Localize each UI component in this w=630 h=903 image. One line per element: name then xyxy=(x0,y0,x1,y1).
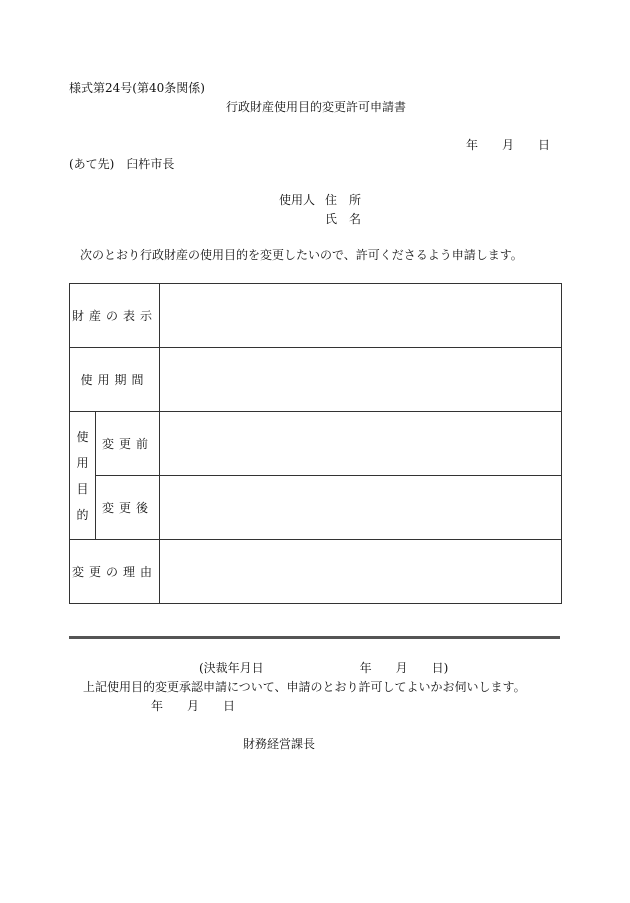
period-value-cell[interactable] xyxy=(160,348,562,412)
table-row-after xyxy=(70,476,562,540)
document-title: 行政財産使用目的変更許可申請書 xyxy=(226,100,407,114)
addressee: (あて先) 臼杵市長 xyxy=(69,157,175,171)
property-value-cell[interactable] xyxy=(160,284,562,348)
reason-label: 変更の理由 xyxy=(72,565,158,579)
purpose-label-cell xyxy=(70,412,96,540)
applicant-name-label: 氏 名 xyxy=(325,212,362,226)
section-divider xyxy=(69,636,560,639)
before-value-cell[interactable] xyxy=(160,412,562,476)
table-row-before xyxy=(70,412,562,476)
applicant-user-label: 使用人 xyxy=(279,193,316,207)
purpose-label: 使用目的 xyxy=(76,429,89,522)
approval-text: 上記使用目的変更承認申請について、申請のとおり許可してよいかお伺いします。 xyxy=(83,680,526,694)
form-number: 様式第24号(第40条関係) xyxy=(69,81,205,95)
property-label: 財産の表示 xyxy=(72,309,158,323)
applicant-address-label: 住 所 xyxy=(325,193,362,207)
manager-title: 財務経営課長 xyxy=(243,737,316,751)
before-label: 変更前 xyxy=(102,437,154,451)
reason-label-cell xyxy=(70,540,160,604)
before-label-cell xyxy=(96,412,160,476)
after-label-cell xyxy=(96,476,160,540)
reason-value-cell[interactable] xyxy=(160,540,562,604)
after-value-cell[interactable] xyxy=(160,476,562,540)
after-label: 変更後 xyxy=(102,501,154,515)
intro-text: 次のとおり行政財産の使用目的を変更したいので、許可くださるよう申請します。 xyxy=(80,248,523,262)
application-date: 年 月 日 xyxy=(466,138,551,152)
table-row-period xyxy=(70,348,562,412)
property-label-cell xyxy=(70,284,160,348)
application-table xyxy=(69,283,562,604)
table-row-property xyxy=(70,284,562,348)
decision-date: (決裁年月日 年 月 日) xyxy=(199,661,449,675)
table-row-reason xyxy=(70,540,562,604)
approval-date: 年 月 日 xyxy=(151,699,236,713)
period-label: 使用期間 xyxy=(80,373,149,387)
period-label-cell xyxy=(70,348,160,412)
